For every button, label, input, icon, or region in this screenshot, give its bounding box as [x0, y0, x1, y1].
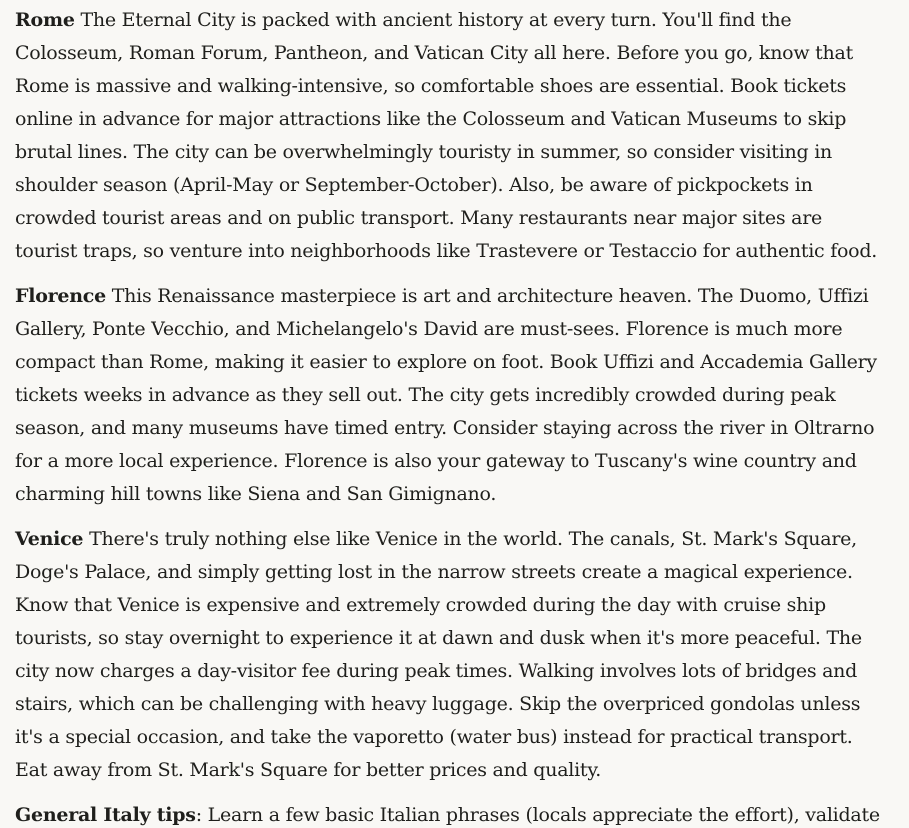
- section-general-italy-tips: [15, 799, 881, 828]
- section-title-general-italy-tips: General Italy tips: [15, 804, 196, 826]
- section-body-venice: There's truly nothing else like Venice in the world. The canals, St. Mark's Square, Doge's Palace, and simply getting lost in the narrow streets create a magical experience. Know that Venice is expensive and extremely crowded during the day with cruise ship tourists, so stay overnight to experience it at dawn and dusk when it's more peaceful. The city now charges a day-visitor fee during peak times. Walking involves lots of bridges and stairs, which can be challenging with heavy luggage. Skip the overpriced gondolas unless it's a special occasion, and take the vaporetto (water bus) instead for practical transport. Eat away from St. Mark's Square for better prices and quality.: [15, 528, 862, 781]
- section-title-florence: Florence: [15, 285, 106, 307]
- section-separator: :: [195, 804, 208, 826]
- section-rome: [15, 4, 881, 268]
- section-title-rome: Rome: [15, 9, 75, 31]
- section-title-venice: Venice: [15, 528, 84, 550]
- section-body-general-italy-tips: Learn a few basic Italian phrases (locals appreciate the effort), validate: [207, 804, 880, 826]
- section-body-rome: The Eternal City is packed with ancient history at every turn. You'll find the Colosseum, Roman Forum, Pantheon, and Vatican City all here. Before you go, know that Rome is massive and walking-intensive, so comfortable shoes are essential. Book tickets online in advance for major attractions like the Colosseum and Vatican Museums to skip brutal lines. The city can be overwhelmingly touristy in summer, so consider visiting in shoulder season (April-May or September-October). Also, be aware of pickpockets in crowded tourist areas and on public transport. Many restaurants near major sites are tourist traps, so venture into neighborhoods like Trastevere or Testaccio for authentic food.: [15, 9, 878, 262]
- section-florence: [15, 280, 881, 511]
- section-venice: [15, 523, 881, 787]
- section-body-florence: This Renaissance masterpiece is art and architecture heaven. The Duomo, Uffizi Gallery, Ponte Vecchio, and Michelangelo's David are must-sees. Florence is much more compact than Rome, making it easier to explore on foot. Book Uffizi and Accademia Gallery tickets weeks in advance as they sell out. The city gets incredibly crowded during peak season, and many museums have timed entry. Consider staying across the river in Oltrarno for a more local experience. Florence is also your gateway to Tuscany's wine country and charming hill towns like Siena and San Gimignano.: [15, 285, 877, 505]
